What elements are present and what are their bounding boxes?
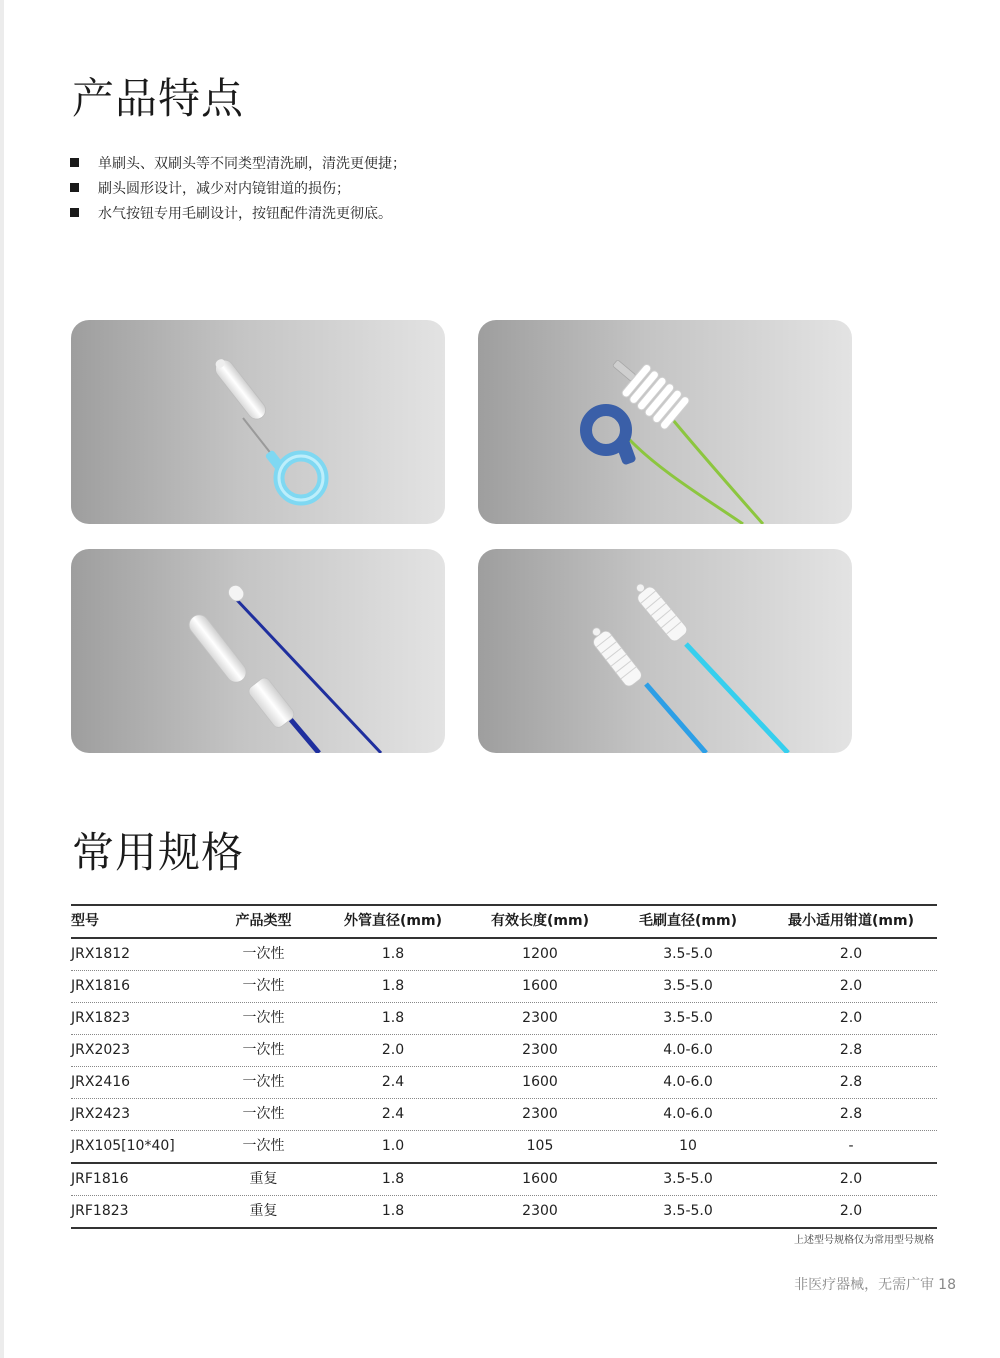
cell-model: JRX105[10*40] [71, 1138, 175, 1154]
table-header-row [71, 906, 937, 939]
page-number: 18 [938, 1277, 956, 1293]
header-model: 型号 [71, 913, 99, 929]
product-image-double-brush-navy [71, 549, 445, 753]
cell-brush-diameter: 10 [679, 1138, 697, 1154]
double-brush-cyan-illustration [478, 549, 852, 753]
cell-outer-diameter: 1.0 [381, 1138, 405, 1154]
footer-disclaimer: 非医疗器械，无需广审 [794, 1277, 935, 1293]
cell-brush-diameter: 4.0-6.0 [663, 1074, 713, 1090]
table-row [71, 1035, 937, 1067]
table-row [71, 1099, 937, 1131]
cell-min-channel: 2.8 [839, 1074, 863, 1090]
feature-text: 水气按钮专用毛刷设计，按钮配件清洗更彻底。 [98, 205, 392, 222]
cell-brush-diameter: 4.0-6.0 [663, 1106, 713, 1122]
feature-item [70, 150, 406, 175]
bullet-square-icon [70, 158, 79, 167]
feature-text: 刷头圆形设计，减少对内镜钳道的损伤； [98, 180, 350, 197]
cell-length: 2300 [522, 1106, 558, 1122]
product-image-single-brush-ring [71, 320, 445, 524]
cell-outer-diameter: 1.8 [381, 1203, 405, 1219]
cell-outer-diameter: 2.4 [381, 1106, 405, 1122]
cell-brush-diameter: 3.5-5.0 [663, 946, 713, 962]
table-row [71, 1003, 937, 1035]
single-brush-ring-illustration [71, 320, 445, 524]
cell-min-channel: 2.0 [839, 978, 863, 994]
table-row [71, 1131, 937, 1164]
cell-type: 重复 [249, 1171, 278, 1187]
ring-handle [586, 410, 637, 466]
header-length: 有效长度(mm) [491, 913, 589, 929]
cell-type: 一次性 [242, 1010, 285, 1026]
cell-outer-diameter: 1.8 [381, 978, 405, 994]
table-row [71, 1067, 937, 1099]
feature-list [70, 150, 406, 225]
cell-model: JRX1823 [71, 1010, 131, 1026]
cell-length: 1200 [522, 946, 558, 962]
cell-type: 重复 [249, 1203, 278, 1219]
cell-min-channel: 2.0 [839, 1203, 863, 1219]
cell-model: JRF1816 [71, 1171, 129, 1187]
table-row [71, 1196, 937, 1229]
header-min-channel: 最小适用钳道(mm) [788, 913, 914, 929]
cell-model: JRX2416 [71, 1074, 131, 1090]
cell-min-channel: 2.8 [839, 1106, 863, 1122]
product-image-valve-brush [478, 320, 852, 524]
cell-min-channel: 2.8 [839, 1042, 863, 1058]
cell-type: 一次性 [242, 1074, 285, 1090]
cell-length: 2300 [522, 1203, 558, 1219]
table-row [71, 939, 937, 971]
cell-brush-diameter: 3.5-5.0 [663, 1010, 713, 1026]
cell-outer-diameter: 2.0 [381, 1042, 405, 1058]
cell-outer-diameter: 1.8 [381, 946, 405, 962]
cell-length: 105 [526, 1138, 554, 1154]
cell-length: 2300 [522, 1042, 558, 1058]
page-edge-bar [0, 0, 4, 1358]
table-row [71, 1164, 937, 1196]
cell-min-channel: - [848, 1138, 854, 1154]
cell-length: 2300 [522, 1010, 558, 1026]
cell-min-channel: 2.0 [839, 1171, 863, 1187]
features-title: 产品特点 [72, 74, 245, 123]
cell-length: 1600 [522, 978, 558, 994]
header-outer-diameter: 外管直径(mm) [344, 913, 442, 929]
ring-handle [265, 449, 323, 500]
cell-model: JRX2023 [71, 1042, 131, 1058]
spec-table [71, 904, 937, 1229]
header-type: 产品类型 [235, 913, 292, 929]
cell-outer-diameter: 1.8 [381, 1010, 405, 1026]
cell-brush-diameter: 3.5-5.0 [663, 978, 713, 994]
specs-title: 常用规格 [72, 828, 245, 877]
feature-item [70, 200, 406, 225]
cell-length: 1600 [522, 1171, 558, 1187]
cell-outer-diameter: 2.4 [381, 1074, 405, 1090]
cell-type: 一次性 [242, 978, 285, 994]
cell-brush-diameter: 4.0-6.0 [663, 1042, 713, 1058]
cell-model: JRX1816 [71, 978, 131, 994]
page-footer [794, 1274, 956, 1294]
header-brush-diameter: 毛刷直径(mm) [639, 913, 737, 929]
valve-brush-illustration [478, 320, 852, 524]
table-footnote: 上述型号规格仅为常用型号规格 [794, 1235, 934, 1246]
cell-type: 一次性 [242, 1138, 285, 1154]
bullet-square-icon [70, 183, 79, 192]
feature-text: 单刷头、双刷头等不同类型清洗刷，清洗更便捷； [98, 155, 406, 172]
cell-model: JRX2423 [71, 1106, 131, 1122]
cell-length: 1600 [522, 1074, 558, 1090]
table-row [71, 971, 937, 1003]
product-image-double-brush-cyan [478, 549, 852, 753]
cell-min-channel: 2.0 [839, 946, 863, 962]
cell-type: 一次性 [242, 1042, 285, 1058]
cell-outer-diameter: 1.8 [381, 1171, 405, 1187]
cell-brush-diameter: 3.5-5.0 [663, 1171, 713, 1187]
bullet-square-icon [70, 208, 79, 217]
cell-brush-diameter: 3.5-5.0 [663, 1203, 713, 1219]
feature-item [70, 175, 406, 200]
cell-min-channel: 2.0 [839, 1010, 863, 1026]
cell-model: JRF1823 [71, 1203, 129, 1219]
cell-type: 一次性 [242, 946, 285, 962]
cell-model: JRX1812 [71, 946, 131, 962]
cell-type: 一次性 [242, 1106, 285, 1122]
double-brush-navy-illustration [71, 549, 445, 753]
